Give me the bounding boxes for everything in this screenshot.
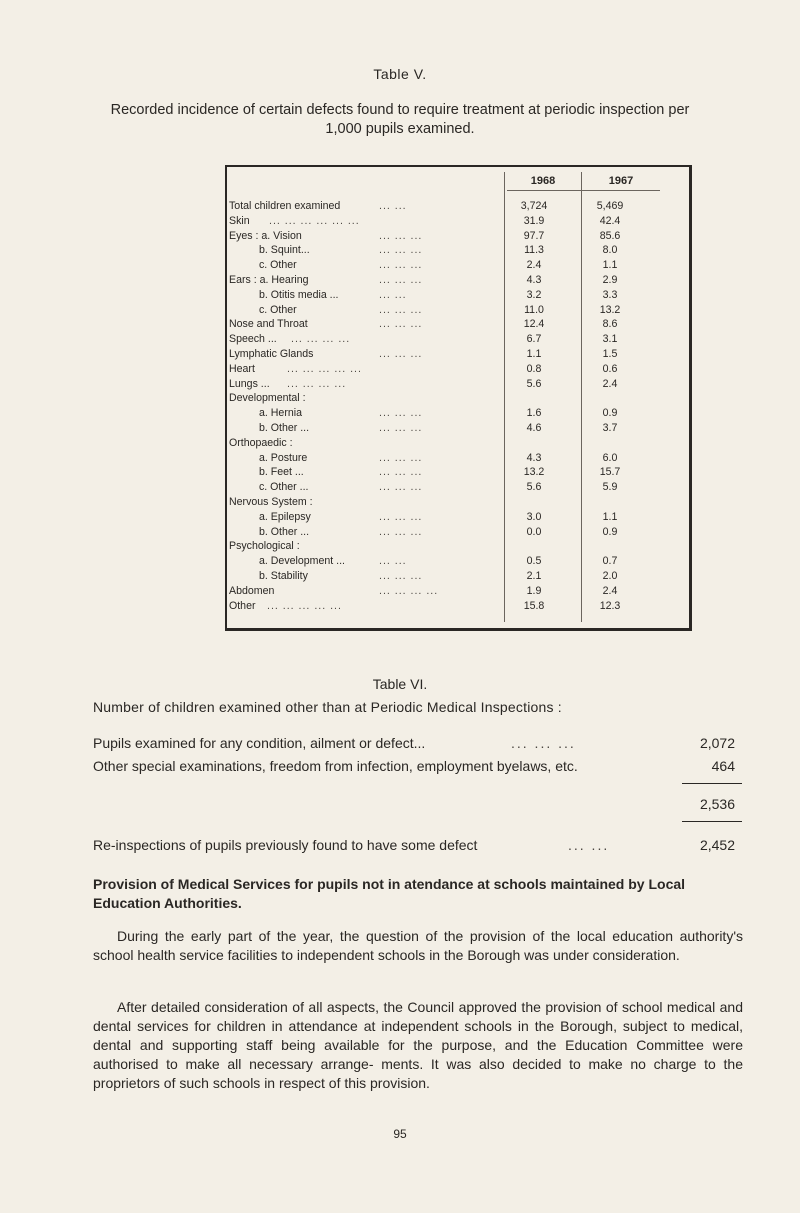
leader-dots: ... ... ...: [379, 481, 423, 494]
row-label: b. Squint...: [259, 244, 310, 257]
table-row: [229, 303, 659, 317]
leader-dots: ... ... ...: [379, 244, 423, 257]
value-1968: 1.6: [526, 407, 542, 420]
row-label: Skin: [229, 214, 250, 227]
value-1967: 0.7: [602, 555, 618, 568]
value-1968: 3.2: [526, 288, 542, 301]
row-label: b. Other ...: [259, 525, 310, 538]
paragraph: During the early part of the year, the question of the provision of the local education authority's school health service facilities to independent schools in the Borough was under consideration.: [93, 928, 743, 963]
leader-dots: ... ... ...: [379, 274, 423, 286]
table-v-title: Table V.: [373, 66, 427, 82]
page-number: 95: [393, 1127, 407, 1141]
table-row: [229, 569, 659, 583]
value-1967: 3.1: [602, 333, 618, 346]
value-1967: 1.5: [602, 348, 618, 360]
table-row: [229, 362, 659, 376]
row-label: Ears : a. Hearing: [229, 274, 309, 286]
leader-dots: ... ... ...: [379, 303, 423, 316]
line-value: 464: [711, 758, 735, 774]
leader-dots: ... ... ... ...: [379, 584, 439, 597]
value-1967: 2.9: [602, 274, 618, 286]
row-label: Lungs ...: [229, 377, 270, 390]
row-label: a. Epilepsy: [259, 510, 311, 523]
table-row: [229, 539, 659, 553]
row-label: Eyes : a. Vision: [229, 229, 302, 242]
table-v-caption: Recorded incidence of certain defects found to require treatment at periodic inspection per 1,000 pupils examined.: [110, 102, 690, 137]
total-value: 2,536: [699, 796, 735, 812]
table-row: [229, 480, 659, 494]
value-1968: 1.1: [526, 348, 542, 360]
value-1968: 0.5: [526, 555, 542, 568]
value-1968: 15.8: [523, 599, 545, 612]
table-row: [229, 406, 659, 420]
table-row: [229, 554, 659, 568]
section-heading: Provision of Medical Services for pupils not in atendance at schools maintained by Local Education Authorities.: [93, 876, 686, 911]
row-label: Nervous System :: [229, 496, 313, 508]
table-row: [229, 332, 659, 346]
table-vi-intro: Number of children examined other than at Periodic Medical Inspections :: [93, 699, 562, 715]
value-1967: 5,469: [596, 200, 624, 212]
table-vi-line: [93, 756, 743, 776]
leader-dots: ... ... ... ...: [287, 377, 347, 390]
value-1967: 0.6: [602, 362, 618, 375]
value-1967: 6.0: [602, 451, 618, 464]
value-1967: 15.7: [599, 466, 621, 479]
leader-dots: ... ... ...: [379, 466, 423, 479]
table-row: [229, 273, 659, 287]
value-1967: 5.9: [602, 481, 618, 494]
table-row: [229, 391, 659, 405]
row-label: Heart: [229, 362, 255, 375]
row-label: Nose and Throat: [229, 318, 308, 331]
table-row: [229, 465, 659, 479]
line-label: Re-inspections of pupils previously found to have some defect: [93, 837, 478, 853]
value-1968: 31.9: [523, 214, 545, 227]
leader-dots: ... ... ...: [379, 510, 423, 523]
row-label: Other: [229, 599, 256, 612]
row-label: a. Development ...: [259, 555, 345, 568]
table-row: [229, 347, 659, 361]
value-1968: 5.6: [526, 481, 542, 494]
row-label: a. Hernia: [259, 407, 302, 420]
sum-rule: [682, 821, 742, 822]
row-label: c. Other ...: [259, 481, 309, 494]
table-row: [229, 377, 659, 391]
value-1968: 13.2: [523, 466, 545, 479]
value-1968: 2.1: [526, 570, 542, 582]
row-label: Total children examined: [229, 200, 341, 212]
value-1967: 85.6: [599, 229, 621, 242]
value-1967: 3.3: [602, 288, 618, 301]
value-1967: 2.4: [602, 584, 618, 597]
value-1968: 0.8: [526, 362, 542, 375]
header-rule: [507, 190, 660, 191]
row-label: Psychological :: [229, 540, 300, 553]
column-header-1967: 1967: [608, 175, 634, 187]
value-1967: 2.4: [602, 377, 618, 390]
table-row: [229, 436, 659, 450]
leader-dots: ... ... ... ... ... ...: [269, 214, 360, 227]
leader-dots: ... ... ...: [379, 318, 423, 331]
leader-dots: ... ... ...: [379, 259, 423, 272]
row-label: a. Posture: [259, 451, 308, 464]
value-1967: 12.3: [599, 599, 621, 612]
table-row: [229, 421, 659, 435]
table-row: [229, 317, 659, 331]
value-1968: 1.9: [526, 584, 542, 597]
value-1968: 5.6: [526, 377, 542, 390]
table-vi-title: Table VI.: [372, 676, 428, 692]
row-label: Speech ...: [229, 333, 277, 346]
table-vi-line: [93, 794, 743, 814]
value-1967: 1.1: [602, 259, 618, 272]
table-row: [229, 288, 659, 302]
value-1968: 4.3: [526, 451, 542, 464]
row-label: Orthopaedic :: [229, 436, 293, 449]
table-row: [229, 258, 659, 272]
leader-dots: ... ... ...: [379, 229, 423, 242]
value-1968: 12.4: [523, 318, 545, 331]
value-1967: 8.0: [602, 244, 618, 257]
value-1968: 11.3: [524, 244, 544, 257]
line-value: 2,452: [699, 837, 735, 853]
leader-dots: ... ... ... ... ...: [287, 362, 362, 375]
value-1967: 0.9: [602, 407, 618, 420]
value-1968: 11.0: [524, 303, 544, 316]
value-1967: 2.0: [602, 570, 618, 582]
row-label: b. Other ...: [259, 422, 310, 434]
leader-dots: ... ... ... ...: [291, 333, 351, 346]
value-1968: 3.0: [526, 510, 542, 523]
leader-dots: ... ... ...: [511, 735, 576, 751]
row-label: c. Other: [259, 259, 297, 272]
leader-dots: ... ... ...: [379, 422, 423, 434]
value-1968: 2.4: [526, 259, 542, 272]
leader-dots: ... ...: [379, 288, 407, 301]
column-header-1968: 1968: [530, 175, 556, 187]
table-row: [229, 199, 659, 213]
value-1968: 3,724: [520, 200, 548, 212]
table-row: [229, 599, 659, 613]
leader-dots: ... ... ...: [379, 451, 423, 464]
leader-dots: ... ...: [379, 555, 407, 568]
line-label: Pupils examined for any condition, ailment or defect...: [93, 735, 426, 751]
leader-dots: ... ... ...: [379, 407, 423, 420]
table-row: [229, 451, 659, 465]
table-vi-line: [93, 835, 743, 855]
sum-rule: [682, 783, 742, 784]
table-row: [229, 495, 659, 509]
table-row: [229, 243, 659, 257]
value-1968: 0.0: [526, 525, 542, 538]
table-row: [229, 214, 659, 228]
row-label: c. Other: [259, 303, 297, 316]
row-label: Developmental :: [229, 392, 306, 405]
table-row: [229, 229, 659, 243]
row-label: b. Stability: [259, 570, 308, 582]
line-value: 2,072: [699, 735, 735, 751]
leader-dots: ... ... ...: [379, 525, 423, 538]
line-label: Other special examinations, freedom from infection, employment byelaws, etc.: [93, 758, 578, 774]
table-row: [229, 510, 659, 524]
row-label: Abdomen: [229, 584, 275, 597]
value-1968: 4.3: [526, 274, 542, 286]
leader-dots: ... ...: [568, 837, 610, 853]
value-1967: 8.6: [602, 318, 618, 331]
leader-dots: ... ... ...: [379, 570, 423, 582]
value-1967: 0.9: [602, 525, 618, 538]
value-1967: 13.2: [599, 303, 621, 316]
value-1967: 3.7: [602, 422, 618, 434]
paragraph: After detailed consideration of all aspects, the Council approved the provision of school medical and dental services for children in attendance at independent schools in the Borough, subject to medical, dental and supporting staff being available for the purpose, and the Education Committee were authorised to make all necessary arrange- ments. It was also decided to make no charge to the proprietors of such schools in respect of this provision.: [93, 999, 743, 1091]
value-1968: 6.7: [526, 333, 542, 346]
leader-dots: ... ... ... ... ...: [267, 599, 342, 612]
row-label: b. Otitis media ...: [259, 288, 339, 301]
value-1968: 4.6: [526, 422, 542, 434]
leader-dots: ... ...: [379, 200, 407, 212]
table-row: [229, 525, 659, 539]
row-label: Lymphatic Glands: [229, 348, 314, 360]
value-1967: 1.1: [602, 510, 618, 523]
table-row: [229, 584, 659, 598]
row-label: b. Feet ...: [259, 466, 304, 479]
leader-dots: ... ... ...: [379, 348, 423, 360]
value-1967: 42.4: [599, 214, 621, 227]
value-1968: 97.7: [523, 229, 545, 242]
table-vi-line: [93, 733, 743, 753]
